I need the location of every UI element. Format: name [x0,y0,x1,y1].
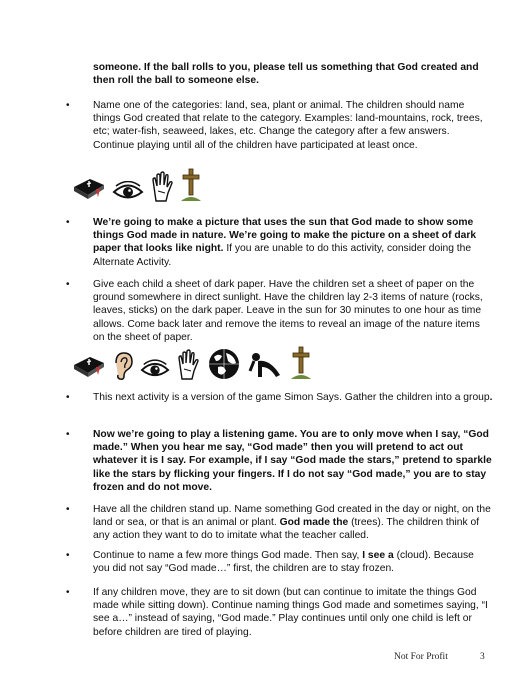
bible-icon [72,351,106,381]
paragraph-text: Name one of the categories: land, sea, plant or animal. The children should name things God created that relate to the category. Examples: land-mountains, rock, trees, etc; water-fish, seaweed, lakes, etc. Change the category after a few answers. Continue playing until all of the children have participated at least once. [93,100,483,151]
cross-icon [290,345,312,381]
icon-row-2 [72,341,312,381]
paragraph-text: This next activity is a version of the game Simon Says. Gather the children into a group [93,392,490,403]
bullet: • [66,279,70,290]
bold-phrase: God made the [279,517,349,529]
paragraph-text: someone. If the ball rolls to you, please tell us something that God created and then roll the ball to someone else. [93,62,479,87]
hand-icon [176,349,200,381]
paragraph-listening-game [93,428,493,494]
bold-instruction: Now we’re going to play a listening game. You are to only move when I say, “God made.” When you hear me say, “God made” then you will pretend to act out whatever it is I say. For example, if I say “God made the stars,” pretend to sparkle like the stars by flicking your fingers. If I do not say “God made,” you are to stay frozen and do not move. [93,429,492,493]
paragraph-sun-picture [93,216,493,269]
bullet: • [66,100,70,111]
bullet: • [66,429,70,440]
page-number: 3 [480,652,485,662]
bible-icon [72,173,106,203]
paragraph-dark-paper [93,278,493,344]
hand-icon [150,171,174,203]
paragraph-text: If you are unable to do this activity, consider doing the Alternate Activity. [93,243,472,268]
paragraph-text: (cloud). Because you did not say “God made…” first, the children are to stay frozen. [93,550,474,575]
paragraph-text: (trees). The children think of any action they want to do to imitate what the teacher called. [93,517,480,542]
stretching-person-icon [248,349,284,381]
paragraph-stand-up [93,503,493,543]
paragraph-simon-says [93,391,493,404]
bullet: • [66,587,70,598]
paragraph-text: If any children move, they are to sit down (but can continue to imitate the things God made while sitting down). Continue naming things God made and sometimes saying, “I see a…” instead of saying, “God made.” Play continues until only one child is left or before children are tired of playing. [93,587,488,638]
ear-icon [112,351,134,381]
globe-icon [206,347,242,381]
paragraph-text: Give each child a sheet of dark paper. Have the children set a sheet of paper on the ground somewhere in direct sunlight. Have the children lay 2-3 items of nature (rocks, leaves, sticks) on the dark paper. Leave in the sun for 30 minutes to one hour as time allows. Come back later and remove the items to reveal an image of the nature items on the sheet of paper. [93,279,483,343]
bullet: • [66,217,70,228]
icon-row-1 [72,163,202,203]
bold-period: . [489,392,493,403]
bullet: • [66,550,70,561]
bullet: • [66,392,70,403]
paragraph-i-see-a [93,549,493,575]
paragraph-text: Have all the children stand up. Name something God created in the day or night, on the land or sea, or that is an animal or plant. [93,504,491,529]
paragraph-categories [93,99,493,152]
bold-instruction: We’re going to make a picture that uses the sun that God made to show some things God made in nature. We’re going to make the picture on a sheet of dark paper that looks like night. [93,217,477,255]
footer-note: Not For Profit [394,652,448,662]
paragraph-sit-down [93,586,493,639]
paragraph-continuation [93,61,493,87]
bold-phrase: I see a [362,550,394,561]
eye-icon [140,359,170,381]
paragraph-text: Continue to name a few more things God made. Then say, [93,550,363,561]
eye-icon [112,181,144,203]
bullet: • [66,504,70,515]
cross-icon [180,167,202,203]
